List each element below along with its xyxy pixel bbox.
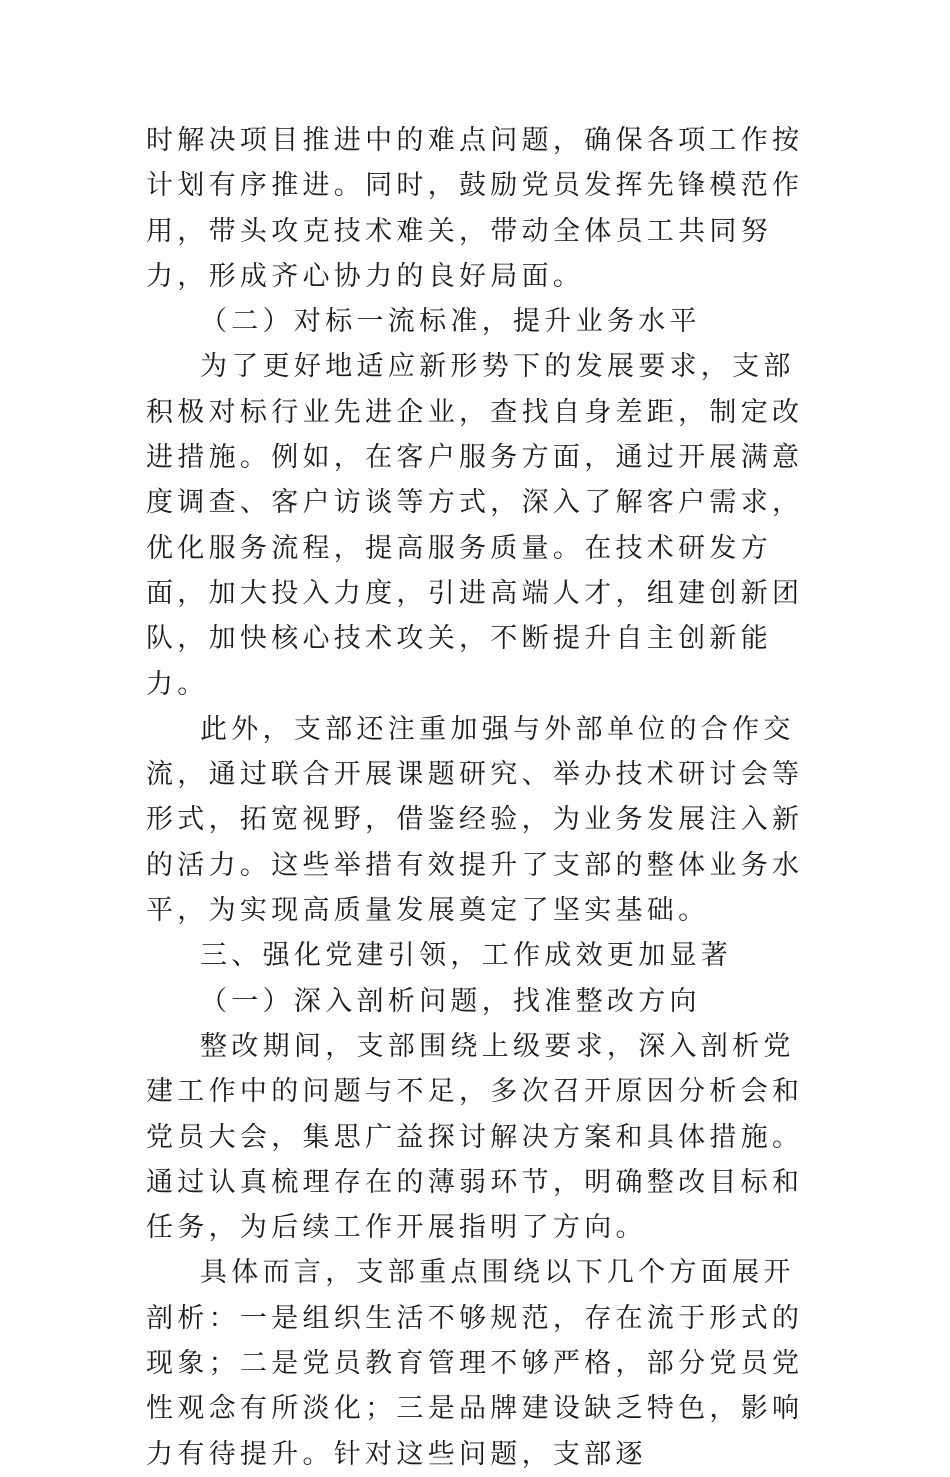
paragraph-continued: 时解决项目推进中的难点问题，确保各项工作按计划有序推进。同时，鼓励党员发挥先锋模范作用，带头攻克技术难关，带动全体员工共同努力，形成齐心协力的良好局面。	[146, 125, 804, 292]
heading-party-building: 三、强化党建引领，工作成效更加显著	[200, 940, 733, 972]
paragraph-rectification-period: 整改期间，支部围绕上级要求，深入剖析党建工作中的问题与不足，多次召开原因分析会和党员大会，集思广益探讨解决方案和具体措施。通过认真梳理存在的薄弱环节，明确整改目标和任务，为后续工作开展指明了方向。	[146, 1030, 804, 1244]
paragraph-benchmark-measures: 为了更好地适应新形势下的发展要求，支部积极对标行业先进企业，查找自身差距，制定改进措施。例如，在客户服务方面，通过开展满意度调查、客户访谈等方式，深入了解客户需求，优化服务流程，提高服务质量。在技术研发方面，加大投入力度，引进高端人才，组建创新团队，加快核心技术攻关，不断提升自主创新能力。	[146, 351, 804, 700]
document-body	[146, 118, 812, 1477]
subheading-problem-analysis: （一）深入剖析问题，找准整改方向	[200, 985, 701, 1017]
paragraph-external-cooperation: 此外，支部还注重加强与外部单位的合作交流，通过联合开展课题研究、举办技术研讨会等形式，拓宽视野，借鉴经验，为业务发展注入新的活力。这些举措有效提升了支部的整体业务水平，为实现高质量发展奠定了坚实基础。	[146, 713, 804, 927]
paragraph-specific-analysis: 具体而言，支部重点围绕以下几个方面展开剖析：一是组织生活不够规范，存在流于形式的现象；二是党员教育管理不够严格，部分党员党性观念有所淡化；三是品牌建设缺乏特色，影响力有待提升。针对这些问题，支部逐	[146, 1257, 804, 1470]
subheading-benchmark-standards: （二）对标一流标准，提升业务水平	[200, 306, 701, 338]
